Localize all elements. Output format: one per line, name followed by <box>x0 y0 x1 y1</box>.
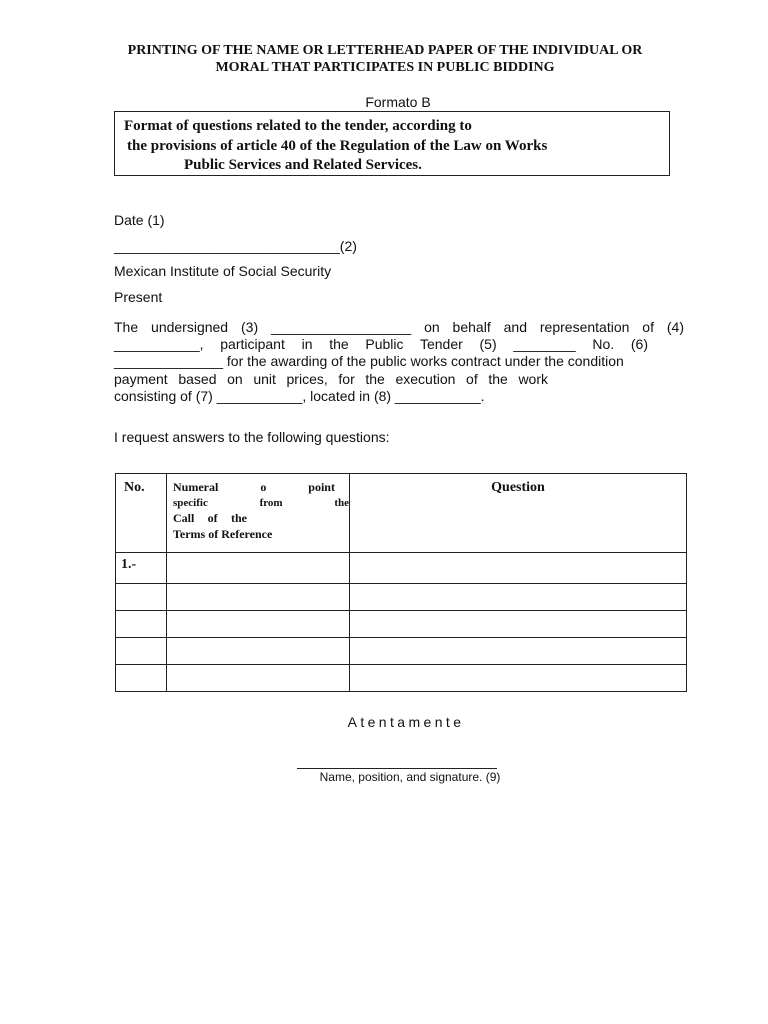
questions-table <box>115 473 687 692</box>
header-no: No. <box>116 474 167 553</box>
header-line-2: MORAL THAT PARTICIPATES IN PUBLIC BIDDING <box>215 60 555 75</box>
header-numeral-word: o <box>260 480 267 494</box>
present-line: Present <box>114 289 163 305</box>
table-row <box>116 584 687 611</box>
row-no <box>116 584 167 611</box>
header-numeral-word: specific <box>173 496 208 509</box>
row-numeral-cell[interactable] <box>167 611 350 638</box>
header-numeral <box>167 474 350 553</box>
table-row <box>116 611 687 638</box>
date-line: Date (1) <box>114 212 165 228</box>
header-line-1: PRINTING OF THE NAME OR LETTERHEAD PAPER OF THE INDIVIDUAL OR <box>127 43 643 58</box>
header-numeral-word: Call <box>173 511 195 525</box>
request-line: I request answers to the following questions: <box>114 429 390 445</box>
row-question-cell[interactable] <box>350 584 687 611</box>
body-line-5: consisting of (7) ___________, located in (8) ___________. <box>114 387 485 404</box>
row-numeral-cell[interactable] <box>167 584 350 611</box>
header-question: Question <box>350 474 687 553</box>
header-numeral-word: the <box>334 496 349 509</box>
header-numeral-line-4: Terms of Reference <box>173 526 273 541</box>
header-numeral-word: of <box>207 511 218 525</box>
header-numeral-word: from <box>259 496 283 509</box>
body-line-1: The undersigned (3) __________________ on behalf and representation of (4) <box>114 319 684 335</box>
signature-line <box>297 768 497 769</box>
title-box <box>114 111 670 176</box>
format-label: Formato B <box>365 94 431 110</box>
signature-caption: Name, position, and signature. (9) <box>319 770 501 784</box>
title-line-3: Public Services and Related Services. <box>184 157 422 173</box>
body-line-3: ______________ for the awarding of the public works contract under the condition <box>114 353 624 370</box>
row-question-cell[interactable] <box>350 665 687 692</box>
row-question-cell[interactable] <box>350 553 687 584</box>
row-no: 1.- <box>116 553 167 584</box>
row-question-cell[interactable] <box>350 611 687 638</box>
table-row <box>116 665 687 692</box>
institute-name: Mexican Institute of Social Security <box>114 263 332 279</box>
letterhead-header <box>100 42 670 76</box>
header-numeral-word: the <box>231 511 247 525</box>
row-no <box>116 611 167 638</box>
row-no <box>116 665 167 692</box>
table-row <box>116 638 687 665</box>
recipient-line: _____________________________(2) <box>114 238 357 254</box>
body-line-4: payment based on unit prices, for the execution of the work <box>114 370 548 387</box>
title-line-1: Format of questions related to the tender, according to <box>124 118 472 134</box>
closing-salutation: Atentamente <box>347 714 465 730</box>
title-line-2: the provisions of article 40 of the Regulation of the Law on Works <box>127 137 548 154</box>
body-paragraph <box>114 319 684 405</box>
row-numeral-cell[interactable] <box>167 553 350 584</box>
table-header-row <box>116 474 687 553</box>
row-question-cell[interactable] <box>350 638 687 665</box>
body-line-2: ___________, participant in the Public Tender (5) ________ No. (6) <box>114 336 648 353</box>
row-numeral-cell[interactable] <box>167 665 350 692</box>
row-no <box>116 638 167 665</box>
header-numeral-word: Numeral <box>173 480 219 494</box>
table-row <box>116 553 687 584</box>
row-numeral-cell[interactable] <box>167 638 350 665</box>
header-numeral-word: point <box>308 480 335 494</box>
